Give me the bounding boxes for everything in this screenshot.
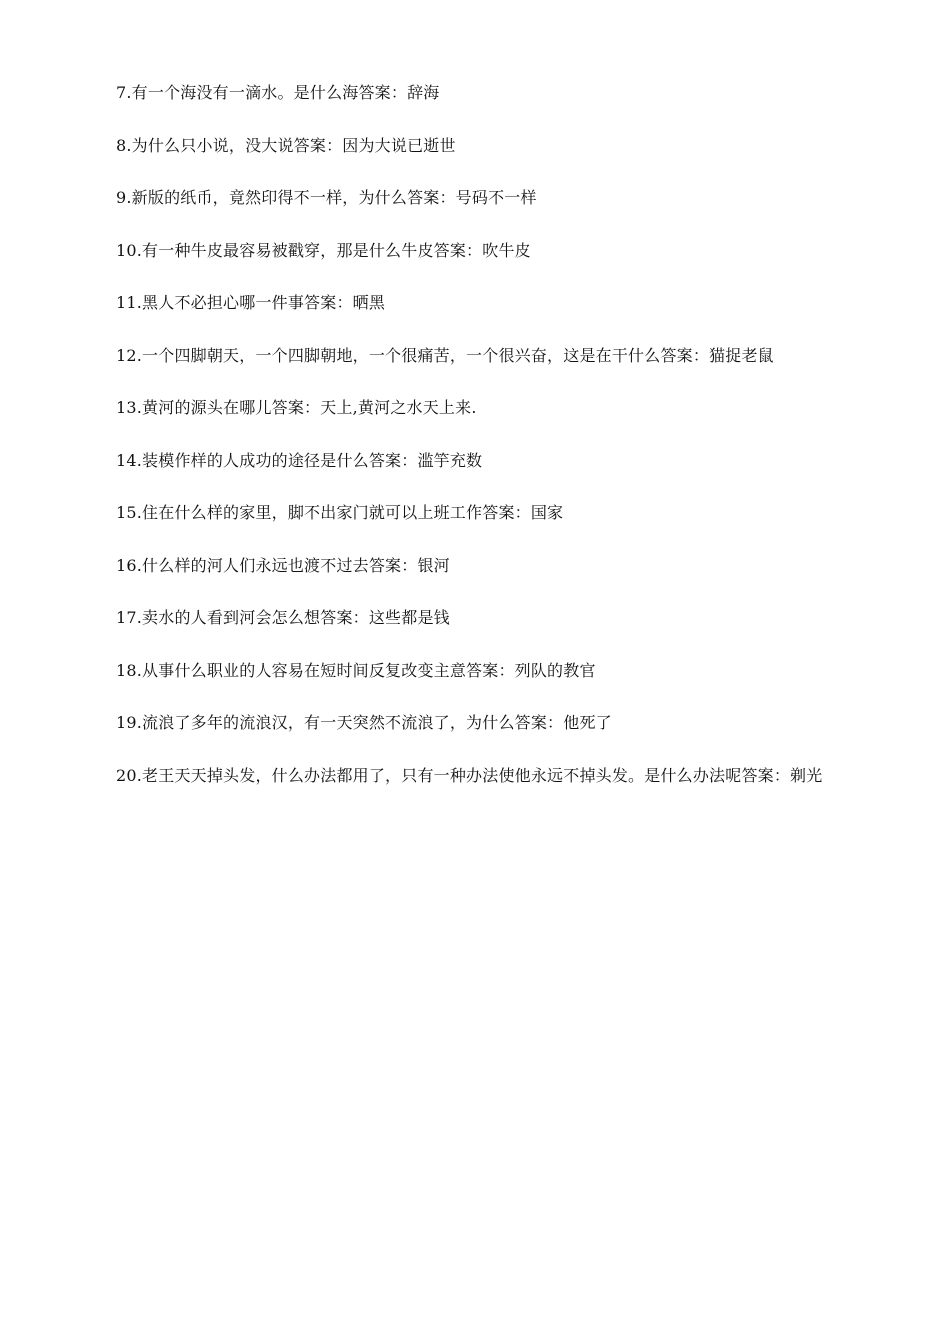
riddle-item-13: 13.黄河的源头在哪儿答案：天上,黄河之水天上来. — [116, 398, 477, 417]
riddle-item-9: 9.新版的纸币，竟然印得不一样，为什么答案：号码不一样 — [116, 188, 537, 207]
riddle-item-14: 14.装模作样的人成功的途径是什么答案：滥竽充数 — [116, 450, 483, 470]
riddle-item-11: 11.黑人不必担心哪一件事答案：晒黑 — [116, 293, 386, 312]
riddle-item-12: 12.一个四脚朝天，一个四脚朝地，一个很痛苦，一个很兴奋，这是在干什么答案：猫捉老鼠 — [116, 345, 774, 365]
riddle-item-18: 18.从事什么职业的人容易在短时间反复改变主意答案：列队的教官 — [116, 660, 596, 680]
riddle-item-7: 7.有一个海没有一滴水。是什么海答案：辞海 — [116, 83, 440, 102]
riddle-item-20: 20.老王天天掉头发，什么办法都用了，只有一种办法使他永远不掉头发。是什么办法呢答案：剃光 — [116, 765, 823, 785]
riddle-list — [82, 80, 872, 820]
riddle-item-16: 16.什么样的河人们永远也渡不过去答案：银河 — [116, 555, 450, 575]
riddle-item-17: 17.卖水的人看到河会怎么想答案：这些都是钱 — [116, 608, 450, 627]
riddle-item-10: 10.有一种牛皮最容易被戳穿，那是什么牛皮答案：吹牛皮 — [116, 240, 531, 260]
riddle-item-8: 8.为什么只小说，没大说答案：因为大说已逝世 — [116, 135, 456, 155]
riddle-item-19: 19.流浪了多年的流浪汉，有一天突然不流浪了，为什么答案：他死了 — [116, 713, 612, 732]
riddle-item-15: 15.住在什么样的家里，脚不出家门就可以上班工作答案：国家 — [116, 503, 564, 522]
